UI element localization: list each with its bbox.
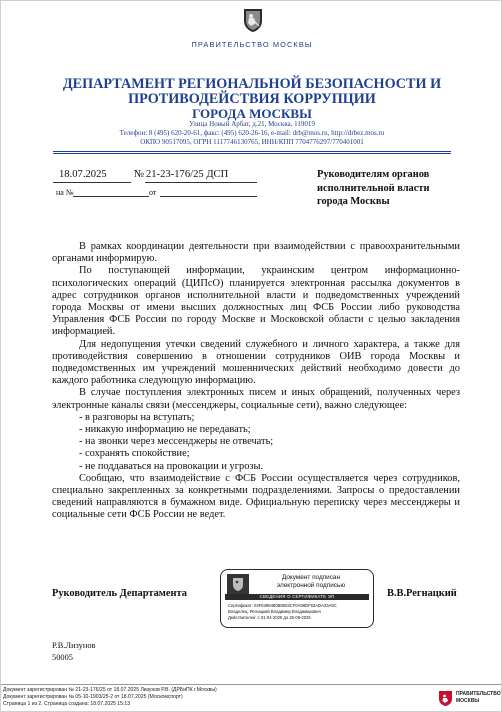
list-item: - не поддаваться на провокации и угрозы. [79, 460, 264, 472]
footer-registration-1: Документ зарегистрирован № 21-23-176/25 от 18.07.2025 Лизунов Р.В. (ДРБиПК г.Москвы) [3, 687, 217, 693]
executor-phone: 50005 [52, 653, 73, 662]
moscow-coat-of-arms-icon [227, 574, 249, 595]
list-item: - никакую информацию не передавать; [79, 424, 251, 436]
department-address: Улица Новый Арбат, д.21, Москва, 119019 [189, 120, 315, 128]
stamp-title [253, 574, 369, 590]
reply-date-underline [160, 196, 257, 197]
registration-date-underline [53, 182, 131, 183]
moscow-coat-of-arms-icon [242, 7, 264, 33]
electronic-signature-stamp [220, 569, 374, 628]
list-item: - сохранять спокойствие; [79, 448, 190, 460]
department-contacts: Телефон: 8 (495) 620-20-61, факс: (495) 620-26-16, e-mail: drb@mos.ru, http://drbez.mos.ru [119, 129, 385, 137]
stamp-certificate-validity: Действителен: с 01-04-2025 до 25-06-2026 [228, 615, 311, 620]
header-divider-thin [53, 153, 451, 154]
executor-name: Р.В.Лизунов [52, 641, 96, 650]
department-name-line2: ПРОТИВОДЕЙСТВИЯ КОРРУПЦИИ [128, 91, 376, 107]
reply-number-underline [73, 196, 149, 197]
footer-brand-line1: ПРАВИТЕЛЬСТВО [456, 691, 501, 697]
body-paragraph-1: В рамках координации деятельности при взаимодействии с правоохранительными органами информирую. [52, 241, 460, 265]
body-paragraph-2: По поступающей информации, украинским центром информационно-психологических операций (ЦИПсО) планируется электронная рассылка документов в адрес сотрудников органов исполнительной власти и подведомственных учреждений города Москвы от имени высших должностных лиц ФСБ России либо руководства Управления ФСБ России по городу Москве и Московской области с целью закладения информацией. [52, 265, 460, 338]
footer-brand [456, 691, 501, 704]
moscow-government-logo-icon [438, 690, 453, 707]
body-paragraph-5: Сообщаю, что взаимодействие с ФСБ России осуществляется через сотрудников, специально закрепленных за конкретными подразделениями. Запросы о предоставлении сведений направляются в бумажном виде. Официальную переписку через мессенджеры и социальные сети ФСБ России не ведет. [52, 472, 460, 521]
list-item: - в разговоры на вступать; [79, 411, 195, 423]
letter-body [52, 241, 460, 522]
stamp-title-line2: электронной подписью [276, 582, 346, 589]
addressee-line3: города Москвы [317, 196, 390, 207]
footer-brand-line2: МОСКВЫ [456, 697, 480, 704]
registration-number: 21-23-176/25 ДСП [146, 169, 229, 180]
registration-date: 18.07.2025 [59, 169, 107, 180]
signatory-name: В.В.Регнацкий [387, 588, 457, 599]
stamp-certificate-header: СВЕДЕНИЯ О СЕРТИФИКАТЕ ЭП [225, 594, 369, 600]
government-title: ПРАВИТЕЛЬСТВО МОСКВЫ [191, 40, 313, 49]
stamp-certificate-owner: Владелец: Регнацкий Владимир Владимирович [228, 609, 321, 614]
stamp-title-line1: Документ подписан [281, 574, 341, 581]
body-paragraph-4: В случае поступления электронных писем и иных обращений, полученных через электронные каналы связи (мессенджеры, социальные сети), важно следующее: [52, 387, 460, 411]
signatory-role: Руководитель Департамента [52, 588, 187, 599]
list-item: - на звонки через мессенджеры не отвечать; [79, 436, 274, 448]
registration-number-underline [145, 182, 257, 183]
addressee-line1: Руководителям органов [317, 169, 430, 180]
registration-number-prefix: № [134, 169, 145, 180]
addressee-block [317, 168, 477, 209]
footer-divider [1, 684, 502, 685]
body-paragraph-3: Для недопущения утечки сведений служебного и личного характера, а также для противодействия совершению в отношении сотрудников ОИВ города Москвы и подведомственных им учреждений мошеннических действий необходимо довести до каждого работника следующую информацию. [52, 338, 460, 387]
header-divider [53, 151, 451, 152]
department-codes: ОКПО 90517095, ОГРН 1117746130765, ИНН/КПП 7704776297/770401001 [140, 138, 364, 146]
department-name-line1: ДЕПАРТАМЕНТ РЕГИОНАЛЬНОЙ БЕЗОПАСНОСТИ И [62, 76, 442, 92]
stamp-certificate-number: Сертификат: 03F6398480B8503CF0A98DF63ADA33A5C [228, 603, 337, 608]
reply-number-label: на № [56, 188, 74, 197]
footer-registration-2: Документ зарегистрирован № 05-10-1903/25-2 от 18.07.2025 (Москомспорт) [3, 694, 183, 700]
footer-page-info: Страница 1 из 2. Страница создана: 18.07.2025 15:13 [3, 701, 131, 707]
reply-date-label: от [149, 188, 157, 197]
department-name-line3: ГОРОДА МОСКВЫ [192, 106, 312, 121]
addressee-line2: исполнительной власти [317, 182, 430, 194]
